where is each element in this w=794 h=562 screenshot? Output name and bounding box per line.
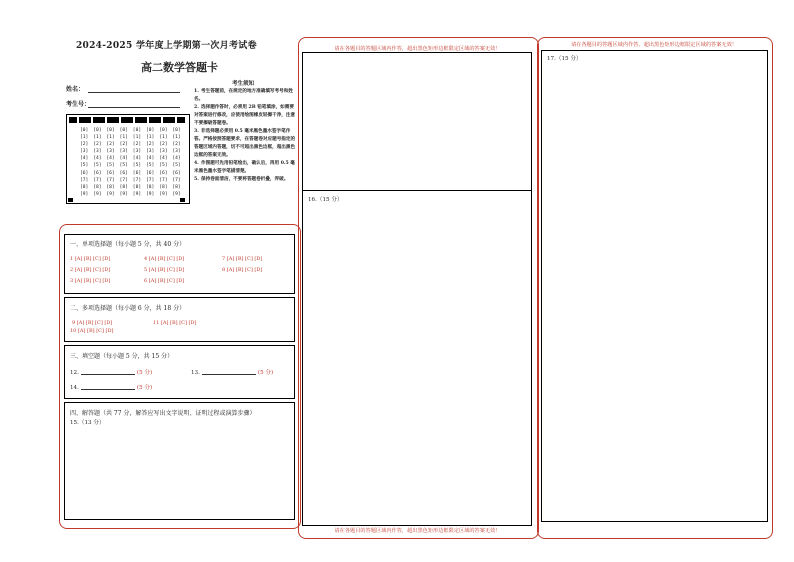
id-digit-bubble[interactable]: [8] bbox=[80, 184, 89, 190]
choice-row[interactable]: 2 [A] [B] [C] [D] bbox=[70, 267, 111, 273]
id-digit-bubble[interactable]: [9] bbox=[80, 191, 89, 197]
id-digit-bubble[interactable]: [0] bbox=[93, 128, 102, 133]
id-digit-bubble[interactable]: [4] bbox=[159, 156, 168, 162]
answer-box-middle[interactable] bbox=[302, 52, 532, 526]
id-digit-bubble[interactable]: [4] bbox=[132, 156, 142, 162]
id-digit-bubble[interactable]: [0] bbox=[172, 128, 181, 133]
choice-row[interactable]: 10 [A] [B] [C] [D] bbox=[70, 328, 114, 334]
id-digit-bubble[interactable]: [6] bbox=[93, 170, 102, 176]
id-digit-bubble[interactable]: [9] bbox=[132, 191, 142, 197]
id-grid-header bbox=[67, 115, 189, 125]
id-digit-bubble[interactable]: [2] bbox=[119, 142, 128, 148]
id-digit-bubble[interactable]: [7] bbox=[93, 177, 102, 183]
id-digit-bubble[interactable]: [3] bbox=[146, 149, 155, 155]
id-digit-bubble[interactable]: [9] bbox=[119, 191, 128, 197]
id-digit-bubble[interactable]: [1] bbox=[93, 135, 102, 141]
id-digit-column[interactable] bbox=[146, 127, 154, 198]
id-digit-bubble[interactable]: [0] bbox=[146, 128, 155, 133]
id-digit-bubble[interactable]: [2] bbox=[80, 142, 89, 148]
name-field[interactable] bbox=[88, 92, 180, 93]
id-digit-bubble[interactable]: [7] bbox=[146, 177, 155, 183]
id-digit-bubble[interactable]: [6] bbox=[119, 170, 128, 176]
id-digit-bubble[interactable]: [7] bbox=[159, 177, 168, 183]
id-digit-bubble[interactable]: [4] bbox=[172, 156, 181, 162]
question-16-label: 16.（15 分） bbox=[308, 197, 343, 203]
notes-list bbox=[194, 88, 298, 184]
note-item: 3. 非选择题必须用 0.5 毫米黑色墨水签字笔作答。严格按照答题要求，在答题卷对应题号指定的答题区域内答题，切不可超出黑色边框，超出黑色边框的答案无效。 bbox=[194, 129, 296, 158]
student-id-field[interactable] bbox=[88, 107, 180, 108]
alignment-marker bbox=[180, 198, 185, 202]
note-item: 5. 保持卷面清洁，不要将答题卷折叠，弄破。 bbox=[194, 177, 289, 182]
id-digit-bubble[interactable]: [2] bbox=[132, 142, 142, 148]
id-digit-bubble[interactable]: [9] bbox=[106, 191, 115, 197]
section-title: 一、单项选择题（每小题 5 分，共 40 分） bbox=[70, 241, 186, 248]
id-digit-bubble[interactable]: [3] bbox=[159, 149, 168, 155]
id-digit-bubble[interactable]: [8] bbox=[106, 184, 115, 190]
id-digit-bubble[interactable]: [3] bbox=[106, 149, 115, 155]
section-title: 三、填空题（每小题 5 分，共 15 分） bbox=[70, 353, 174, 360]
blank-q12[interactable]: 12. (5 分) bbox=[70, 370, 153, 376]
choice-row[interactable]: 9 [A] [B] [C] [D] bbox=[72, 320, 113, 326]
warning-top: 请在各题目的答题区域内作答，超出黑色矩形边框限定区域的答案无效！ bbox=[334, 46, 501, 52]
id-digit-bubble[interactable]: [5] bbox=[93, 163, 102, 169]
choice-row[interactable]: 6 [A] [B] [C] [D] bbox=[144, 278, 185, 284]
id-digit-bubble[interactable]: [1] bbox=[132, 135, 142, 141]
id-digit-bubble[interactable]: [5] bbox=[132, 163, 142, 169]
question-15-label: 15.（13 分） bbox=[70, 420, 105, 426]
id-digit-bubble[interactable]: [1] bbox=[172, 135, 181, 141]
section-title: 二、多项选择题（每小题 6 分，共 18 分） bbox=[70, 305, 186, 312]
choice-row[interactable]: 8 [A] [B] [C] [D] bbox=[222, 267, 263, 273]
id-digit-bubble[interactable]: [4] bbox=[106, 156, 115, 162]
id-digit-bubble[interactable]: [4] bbox=[80, 156, 89, 162]
id-digit-bubble[interactable]: [0] bbox=[80, 128, 89, 133]
id-digit-column[interactable] bbox=[93, 127, 101, 198]
warning-top-right: 请在各题目的答题区域内作答，超出黑色矩形边框限定区域的答案无效！ bbox=[570, 42, 737, 48]
id-digit-bubble[interactable]: [8] bbox=[132, 184, 142, 190]
id-digit-bubble[interactable]: [1] bbox=[106, 135, 115, 141]
id-digit-bubble[interactable]: [6] bbox=[146, 170, 155, 176]
section-title: 四、解答题（共 77 分，解答应写出文字说明、证明过程或演算步骤） bbox=[70, 410, 256, 417]
id-digit-bubble[interactable]: [5] bbox=[80, 163, 89, 169]
id-digit-bubble[interactable]: [2] bbox=[146, 142, 155, 148]
id-digit-bubble[interactable]: [7] bbox=[119, 177, 128, 183]
id-digit-bubble[interactable]: [5] bbox=[146, 163, 155, 169]
id-digit-bubble[interactable]: [8] bbox=[172, 184, 181, 190]
id-digit-bubble[interactable]: [7] bbox=[106, 177, 115, 183]
id-digit-bubble[interactable]: [9] bbox=[146, 191, 155, 197]
id-digit-bubble[interactable]: [0] bbox=[119, 128, 128, 133]
id-digit-bubble[interactable]: [3] bbox=[132, 149, 142, 155]
id-digit-bubble[interactable]: [6] bbox=[159, 170, 168, 176]
id-digit-bubble[interactable]: [8] bbox=[93, 184, 102, 190]
id-digit-bubble[interactable]: [2] bbox=[106, 142, 115, 148]
exam-title: 2024-2025 学年度上学期第一次月考试卷 bbox=[76, 41, 257, 51]
id-digit-bubble[interactable]: [0] bbox=[159, 128, 168, 133]
id-digit-bubble[interactable]: [8] bbox=[159, 184, 168, 190]
choice-row[interactable]: 3 [A] [B] [C] [D] bbox=[70, 278, 111, 284]
id-digit-bubble[interactable]: [0] bbox=[132, 128, 142, 133]
id-digit-bubble[interactable]: [4] bbox=[119, 156, 128, 162]
q16-divider bbox=[303, 190, 531, 191]
notes-title: 考生须知 bbox=[232, 81, 255, 87]
id-digit-bubble[interactable]: [4] bbox=[146, 156, 155, 162]
section-solution[interactable] bbox=[64, 402, 295, 520]
id-digit-column[interactable] bbox=[172, 127, 180, 198]
id-digit-bubble[interactable]: [2] bbox=[172, 142, 181, 148]
id-digit-bubble[interactable]: [5] bbox=[172, 163, 181, 169]
id-digit-bubble[interactable]: [0] bbox=[106, 128, 115, 133]
note-item: 4. 作图题可先用铅笔绘出，确认后，再用 0.5 毫米黑色墨水签字笔描清楚。 bbox=[194, 161, 295, 174]
id-digit-bubble[interactable]: [1] bbox=[159, 135, 168, 141]
warning-bottom: 请在各题目的答题区域内作答，超出黑色矩形边框限定区域的答案无效！ bbox=[334, 528, 501, 534]
question-17-label: 17.（15 分） bbox=[547, 56, 582, 62]
choice-row[interactable]: 5 [A] [B] [C] [D] bbox=[144, 267, 185, 273]
student-id-grid[interactable] bbox=[66, 114, 190, 204]
id-digit-bubble[interactable]: [5] bbox=[159, 163, 168, 169]
id-digit-bubble[interactable]: [7] bbox=[80, 177, 89, 183]
id-digit-bubble[interactable]: [8] bbox=[119, 184, 128, 190]
id-digit-bubble[interactable]: [1] bbox=[119, 135, 128, 141]
id-digit-bubble[interactable]: [2] bbox=[159, 142, 168, 148]
section-single-choice bbox=[64, 234, 295, 294]
alignment-marker bbox=[68, 198, 73, 202]
note-item: 1. 考生答题前，在规定的地方准确填写考号和姓名。 bbox=[194, 89, 293, 102]
id-digit-bubble[interactable]: [3] bbox=[172, 149, 181, 155]
id-digit-bubble[interactable]: [6] bbox=[132, 170, 142, 176]
student-id-label: 考生号： bbox=[66, 101, 91, 108]
id-digit-bubble[interactable]: [6] bbox=[106, 170, 115, 176]
id-digit-column[interactable] bbox=[133, 127, 141, 198]
card-subtitle: 高二数学答题卡 bbox=[141, 61, 218, 74]
id-digit-bubble[interactable]: [4] bbox=[93, 156, 102, 162]
blank-q13[interactable]: 13. (5 分) bbox=[191, 370, 274, 376]
section-fill-blank bbox=[64, 345, 295, 399]
id-digit-bubble[interactable]: [3] bbox=[119, 149, 128, 155]
id-digit-bubble[interactable]: [8] bbox=[146, 184, 155, 190]
id-digit-bubble[interactable]: [7] bbox=[132, 177, 142, 183]
id-digit-bubble[interactable]: [5] bbox=[106, 163, 115, 169]
id-digit-column[interactable] bbox=[106, 127, 114, 198]
name-label: 姓名： bbox=[66, 86, 85, 93]
id-digit-column[interactable] bbox=[159, 127, 167, 198]
id-digit-bubble[interactable]: [6] bbox=[172, 170, 181, 176]
id-digit-bubble[interactable]: [7] bbox=[172, 177, 181, 183]
id-digit-bubble[interactable]: [9] bbox=[172, 191, 181, 197]
id-digit-bubble[interactable]: [9] bbox=[93, 191, 102, 197]
id-digit-bubble[interactable]: [1] bbox=[80, 135, 89, 141]
id-digit-bubble[interactable]: [9] bbox=[159, 191, 168, 197]
choice-row[interactable]: 1 [A] [B] [C] [D] bbox=[70, 256, 111, 262]
choice-row[interactable]: 4 [A] [B] [C] [D] bbox=[144, 256, 185, 262]
blank-q14[interactable]: 14. (5 分) bbox=[70, 385, 153, 391]
id-digit-column[interactable] bbox=[120, 127, 128, 198]
id-digit-bubble[interactable]: [5] bbox=[119, 163, 128, 169]
id-digit-bubble[interactable]: [2] bbox=[93, 142, 102, 148]
id-digit-bubble[interactable]: [1] bbox=[146, 135, 155, 141]
id-digit-bubble[interactable]: [3] bbox=[93, 149, 102, 155]
answer-box-right[interactable] bbox=[541, 50, 768, 522]
note-item: 2. 选择题作答时，必须用 2B 铅笔填涂，如需要对答案进行修改，应使用绘图橡皮轻擦干净，注意不要擦破答题卷。 bbox=[194, 105, 296, 126]
choice-row[interactable]: 7 [A] [B] [C] [D] bbox=[222, 256, 263, 262]
id-digit-column[interactable] bbox=[80, 127, 88, 198]
id-digit-bubble[interactable]: [6] bbox=[80, 170, 89, 176]
choice-row[interactable]: 11 [A] [B] [C] [D] bbox=[153, 320, 197, 326]
section-multiple-choice bbox=[64, 297, 295, 342]
id-digit-bubble[interactable]: [3] bbox=[80, 149, 89, 155]
